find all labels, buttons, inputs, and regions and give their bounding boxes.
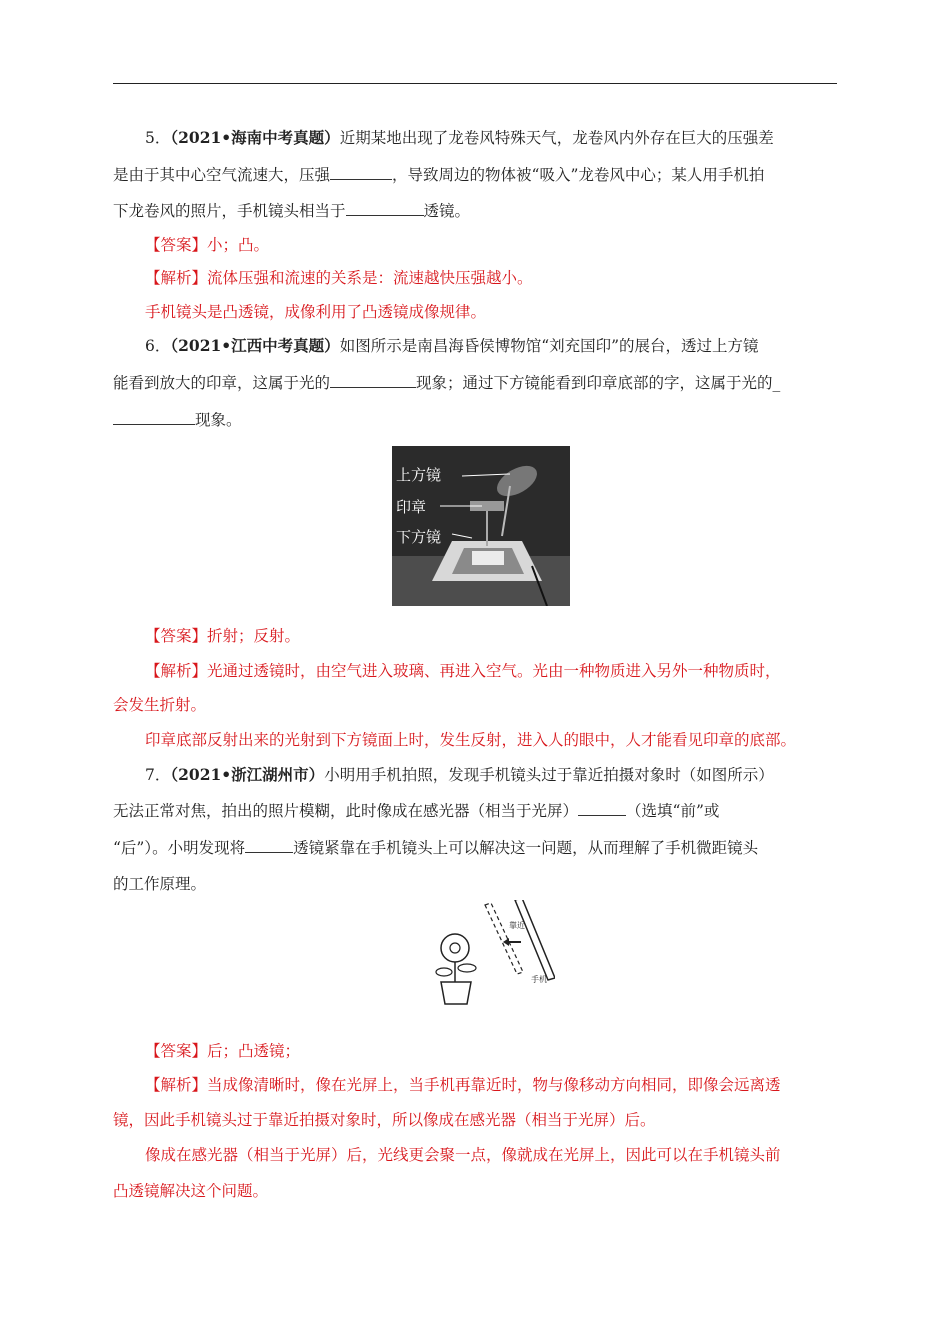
q5-line-2: 是由于其中心空气流速大，压强 ，导致周边的物体被“吸入”龙卷风中心；某人用手机拍 [113,166,765,184]
q6-analysis-1: 【解析】光通过透镜时，由空气进入玻璃、再进入空气。光由一种物质进入另外一种物质时， [145,662,781,680]
q5-answer: 【答案】小；凸。 [145,236,270,254]
q5-analysis-1: 【解析】流体压强和流速的关系是：流速越快压强越小。 [145,269,533,287]
q7-answer: 【答案】后；凸透镜； [145,1042,301,1060]
q6-line-3: 现象。 [113,409,242,431]
q7-analysis-1: 【解析】当成像清晰时，像在光屏上，当手机再靠近时，物与像移动方向相同，即像会远离透 [145,1076,781,1094]
q7-analysis-2: 镜，因此手机镜头过于靠近拍摄对象时，所以像成在感光器（相当于光屏）后。 [113,1111,656,1129]
q6-analysis-2: 会发生折射。 [113,696,207,714]
flower-pot-drawing [425,900,555,1010]
q7-analysis-4: 凸透镜解决这个问题。 [113,1182,269,1200]
q6-answer: 【答案】折射；反射。 [145,627,301,645]
label-phone: 手机 [531,975,547,984]
q5-line-1: 5．（2021•海南中考真题）近期某地出现了龙卷风特殊天气，龙卷风内外存在巨大的压强差 [145,128,774,147]
q6-line-2: 能看到放大的印章，这属于光的 现象；通过下方镜能看到印章底部的字，这属于光的_ [113,374,781,392]
label-approach: 靠近 [509,921,525,930]
q7-analysis-3: 像成在感光器（相当于光屏）后，光线更会聚一点，像就成在光屏上，因此可以在手机镜头前 [145,1146,781,1164]
label-upper-mirror: 上方镜 [396,466,442,484]
answer-blank [330,373,416,388]
q7-line-4: 的工作原理。 [113,875,207,893]
phone-flower-figure [425,900,555,1010]
q5-analysis-2: 手机镜头是凸透镜，成像利用了凸透镜成像规律。 [145,303,487,321]
q5-line-3: 下龙卷风的照片，手机镜头相当于 透镜。 [113,202,471,220]
answer-blank [578,801,626,816]
header-rule [113,83,837,84]
q7-line-3: “后”）。小明发现将 透镜紧靠在手机镜头上可以解决这一问题，从而理解了手机微距镜头 [113,839,759,857]
q6-analysis-3: 印章底部反射出来的光射到下方镜面上时，发生反射，进入人的眼中，人才能看见印章的底部。 [145,731,797,749]
answer-blank [330,165,392,180]
q6-line-1: 6．（2021•江西中考真题）如图所示是南昌海昏侯博物馆“刘充国印”的展台，透过上方镜 [145,336,759,355]
answer-blank [346,201,424,216]
answer-blank [245,838,293,853]
q7-line-1: 7．（2021•浙江湖州市）小明用手机拍照，发现手机镜头过于靠近拍摄对象时（如图所示） [145,765,774,784]
label-seal: 印章 [396,498,427,516]
q7-line-2: 无法正常对焦，拍出的照片模糊，此时像成在感光器（相当于光屏） （选填“前”或 [113,802,720,820]
label-lower-mirror: 下方镜 [396,528,442,546]
exhibit-photo [392,446,570,606]
answer-blank [113,410,195,425]
